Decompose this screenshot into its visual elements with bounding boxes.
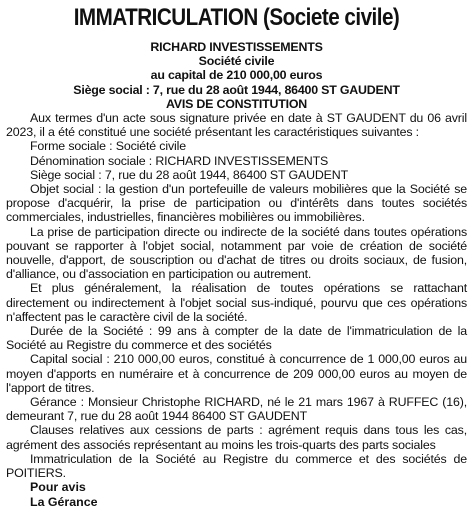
clauses-paragraph: Clauses relatives aux cessions de parts : agrément requis dans tous les cas, agrément des associés représentant au moins les trois-quarts des parts sociales [6,423,467,452]
participation-paragraph: La prise de participation directe ou indirecte de la société dans toutes opérations pouvant se rapporter à l'objet social, notamment par voie de création de société nouvelle, d'apport, de souscription ou d'achat de titres ou droits sociaux, de fusion, d'alliance, ou d'association en participation ou autrement. [6,224,467,282]
siege-social: Siège social : 7, rue du 28 août 1944, 86400 ST GAUDENT [30,167,349,182]
objet-social: Objet social : la gestion d'un portefeuille de valeurs mobilières que la Société se propose d'acquérir, la prise de participation ou d'intérêts dans toutes sociétés commerciales, industrielles, financières mobilières ou immobilières. [6,182,467,225]
company-name: RICHARD INVESTISSEMENTS [150,40,323,54]
denomination-sociale: Dénomination sociale : RICHARD INVESTISSEMENTS [30,153,329,168]
company-form: Société civile [198,54,275,69]
la-gerance: La Gérance [30,494,98,509]
notice-title: IMMATRICULATION (Societe civile) [73,4,400,31]
forme-sociale: Forme sociale : Société civile [30,139,186,154]
generalement-paragraph: Et plus généralement, la réalisation de toutes opérations se rattachant directement ou indirectement à l'objet social sus-indiqué, pourvu que ces opérations n'affectent pas le caractère civil de la société. [6,281,467,324]
notice-type: AVIS DE CONSTITUTION [165,96,308,111]
notice-body [6,111,467,480]
company-capital: au capital de 210 000,00 euros [150,68,323,83]
company-seat: Siège social : 7, rue du 28 août 1944, 86400 ST GAUDENT [73,82,400,97]
gerance-paragraph: Gérance : Monsieur Christophe RICHARD, né le 21 mars 1967 à RUFFEC (16), demeurant 7, rue du 28 août 1944 86400 ST GAUDENT [6,395,467,424]
immatriculation-paragraph: Immatriculation de la Société au Registre du commerce et des sociétés de POITIERS. [6,451,467,481]
duree-paragraph: Durée de la Société : 99 ans à compter de la date de l'immatriculation de la Société au Registre du commerce et des sociétés [6,324,467,353]
capital-paragraph: Capital social : 210 000,00 euros, constitué à concurrence de 1 000,00 euros au moyen d'apports en numéraire et à concurrence de 209 000,00 euros au moyen de l'apport de titres. [6,352,467,395]
pour-avis: Pour avis [30,480,86,495]
intro-paragraph: Aux termes d'un acte sous signature privée en date à ST GAUDENT du 06 avril 2023, il a été constitué une société présentant les caractéristiques suivantes : [6,111,467,140]
